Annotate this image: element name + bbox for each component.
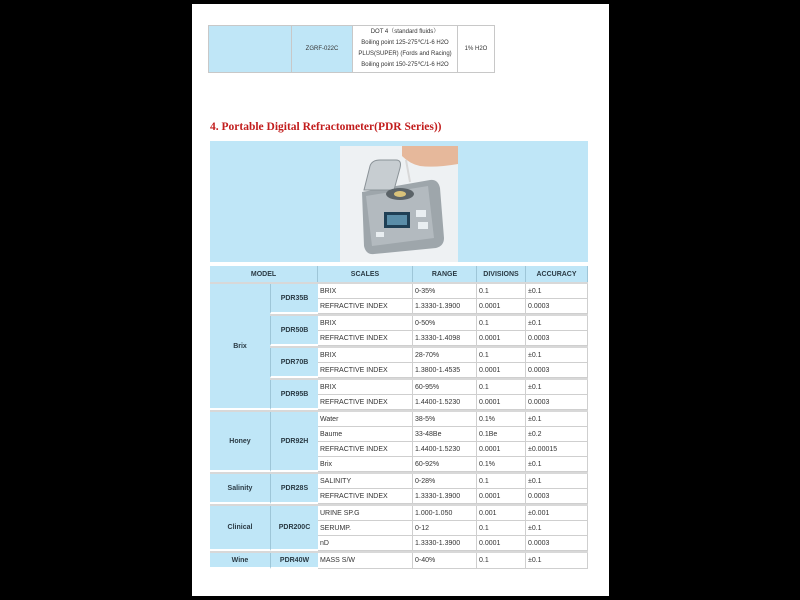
header-scales: SCALES	[318, 266, 413, 282]
accuracy-cell: ±0.1	[526, 284, 588, 299]
range-cell: 0-40%	[413, 553, 477, 569]
accuracy-cell: ±0.1	[526, 412, 588, 427]
divisions-cell: 0.1	[477, 316, 526, 331]
accuracy-cell: 1% H2O	[458, 26, 495, 73]
scale-cell: BRIX	[318, 380, 413, 395]
divisions-cell: 0.0001	[477, 363, 526, 378]
range-cell: 1.3800-1.4535	[413, 363, 477, 378]
range-cell: 1.3330-1.3900	[413, 536, 477, 551]
divisions-cell: 0.1	[477, 521, 526, 536]
model-pdr70b: PDR70B	[270, 348, 318, 378]
divisions-cell: 0.0001	[477, 442, 526, 457]
scale-cell: URINE SP.G	[318, 506, 413, 521]
description-line: DOT 4（standard fluids）	[370, 29, 440, 35]
model-pdr200c: PDR200C	[270, 506, 318, 551]
accuracy-cell: 0.0003	[526, 299, 588, 314]
refractometer-illustration	[340, 146, 458, 262]
accuracy-cell: 0.0003	[526, 331, 588, 346]
category-clinical: Clinical	[210, 506, 270, 551]
accuracy-cell: ±0.1	[526, 348, 588, 363]
divisions-cell: 0.0001	[477, 331, 526, 346]
accuracy-cell: ±0.1	[526, 521, 588, 536]
accuracy-cell: 0.0003	[526, 536, 588, 551]
accuracy-cell: 0.0003	[526, 363, 588, 378]
scale-cell: REFRACTIVE INDEX	[318, 299, 413, 314]
section-title: 4. Portable Digital Refractometer(PDR Series))	[210, 121, 442, 133]
description-line: PLUS(SUPER) (Fords and Racing)	[358, 51, 452, 57]
model-pdr28s: PDR28S	[270, 474, 318, 504]
range-cell: 1.3330-1.4098	[413, 331, 477, 346]
range-cell: 0-50%	[413, 316, 477, 331]
category-salinity: Salinity	[210, 474, 270, 504]
scale-cell: MASS S/W	[318, 553, 413, 569]
scale-cell: REFRACTIVE INDEX	[318, 395, 413, 410]
accuracy-cell: ±0.1	[526, 380, 588, 395]
divisions-cell: 0.1	[477, 474, 526, 489]
description-line: Boiling point 125-275℃/1-6 H2O	[361, 40, 449, 46]
product-banner	[210, 141, 588, 262]
scale-cell: REFRACTIVE INDEX	[318, 489, 413, 504]
divisions-cell: 0.1%	[477, 457, 526, 472]
accuracy-cell: ±0.00015	[526, 442, 588, 457]
refractometer-photo	[340, 146, 458, 262]
scale-cell: Water	[318, 412, 413, 427]
specifications-table	[210, 266, 588, 569]
divisions-cell: 0.1Be	[477, 427, 526, 442]
accuracy-cell: 0.0003	[526, 395, 588, 410]
model-pdr50b: PDR50B	[270, 316, 318, 346]
range-cell: 1.3330-1.3900	[413, 299, 477, 314]
scale-cell: SERUMP.	[318, 521, 413, 536]
table-row	[210, 506, 588, 521]
accuracy-cell: ±0.001	[526, 506, 588, 521]
divisions-cell: 0.0001	[477, 299, 526, 314]
category-wine: Wine	[210, 553, 270, 569]
accuracy-cell: 0.0003	[526, 489, 588, 504]
scale-cell: Baume	[318, 427, 413, 442]
table-row	[210, 474, 588, 489]
range-cell: 1.4400-1.5230	[413, 442, 477, 457]
divisions-cell: 0.0001	[477, 489, 526, 504]
table-row	[210, 284, 588, 299]
range-cell: 1.000-1.050	[413, 506, 477, 521]
model-pdr95b: PDR95B	[270, 380, 318, 410]
header-accuracy: ACCURACY	[526, 266, 588, 282]
model-cell: ZGRF-022C	[292, 26, 353, 73]
scale-cell: REFRACTIVE INDEX	[318, 442, 413, 457]
range-cell: 60-92%	[413, 457, 477, 472]
table-row	[210, 412, 588, 427]
range-cell: 1.3330-1.3900	[413, 489, 477, 504]
range-cell: 33-48Be	[413, 427, 477, 442]
model-pdr40w: PDR40W	[270, 553, 318, 569]
category-brix: Brix	[210, 284, 270, 410]
header-model: MODEL	[210, 266, 318, 282]
header-row	[210, 266, 588, 282]
scale-cell: REFRACTIVE INDEX	[318, 363, 413, 378]
scale-cell: REFRACTIVE INDEX	[318, 331, 413, 346]
blank-cell	[209, 26, 292, 73]
accuracy-cell: ±0.1	[526, 474, 588, 489]
range-cell: 0-35%	[413, 284, 477, 299]
brake-fluid-table	[208, 25, 495, 73]
scale-cell: nD	[318, 536, 413, 551]
divisions-cell: 0.0001	[477, 395, 526, 410]
range-cell: 60-95%	[413, 380, 477, 395]
model-pdr35b: PDR35B	[270, 284, 318, 314]
range-cell: 0-12	[413, 521, 477, 536]
scale-cell: Brix	[318, 457, 413, 472]
divisions-cell: 0.1	[477, 348, 526, 363]
header-divisions: DIVISIONS	[477, 266, 526, 282]
scale-cell: BRIX	[318, 284, 413, 299]
scale-cell: SALINITY	[318, 474, 413, 489]
divisions-cell: 0.0001	[477, 536, 526, 551]
range-cell: 38-5%	[413, 412, 477, 427]
divisions-cell: 0.1	[477, 284, 526, 299]
divisions-cell: 0.1%	[477, 412, 526, 427]
description-line: Boiling point 150-275℃/1-6 H2O	[361, 62, 449, 68]
document-page	[192, 4, 609, 596]
range-cell: 1.4400-1.5230	[413, 395, 477, 410]
description-cell	[353, 26, 458, 73]
scale-cell: BRIX	[318, 348, 413, 363]
accuracy-cell: ±0.1	[526, 316, 588, 331]
accuracy-cell: ±0.1	[526, 553, 588, 569]
accuracy-cell: ±0.2	[526, 427, 588, 442]
divisions-cell: 0.001	[477, 506, 526, 521]
divisions-cell: 0.1	[477, 553, 526, 569]
table-row	[210, 553, 588, 569]
model-pdr92h: PDR92H	[270, 412, 318, 472]
range-cell: 28-70%	[413, 348, 477, 363]
scale-cell: BRIX	[318, 316, 413, 331]
divisions-cell: 0.1	[477, 380, 526, 395]
category-honey: Honey	[210, 412, 270, 472]
header-range: RANGE	[413, 266, 477, 282]
range-cell: 0-28%	[413, 474, 477, 489]
accuracy-cell: ±0.1	[526, 457, 588, 472]
